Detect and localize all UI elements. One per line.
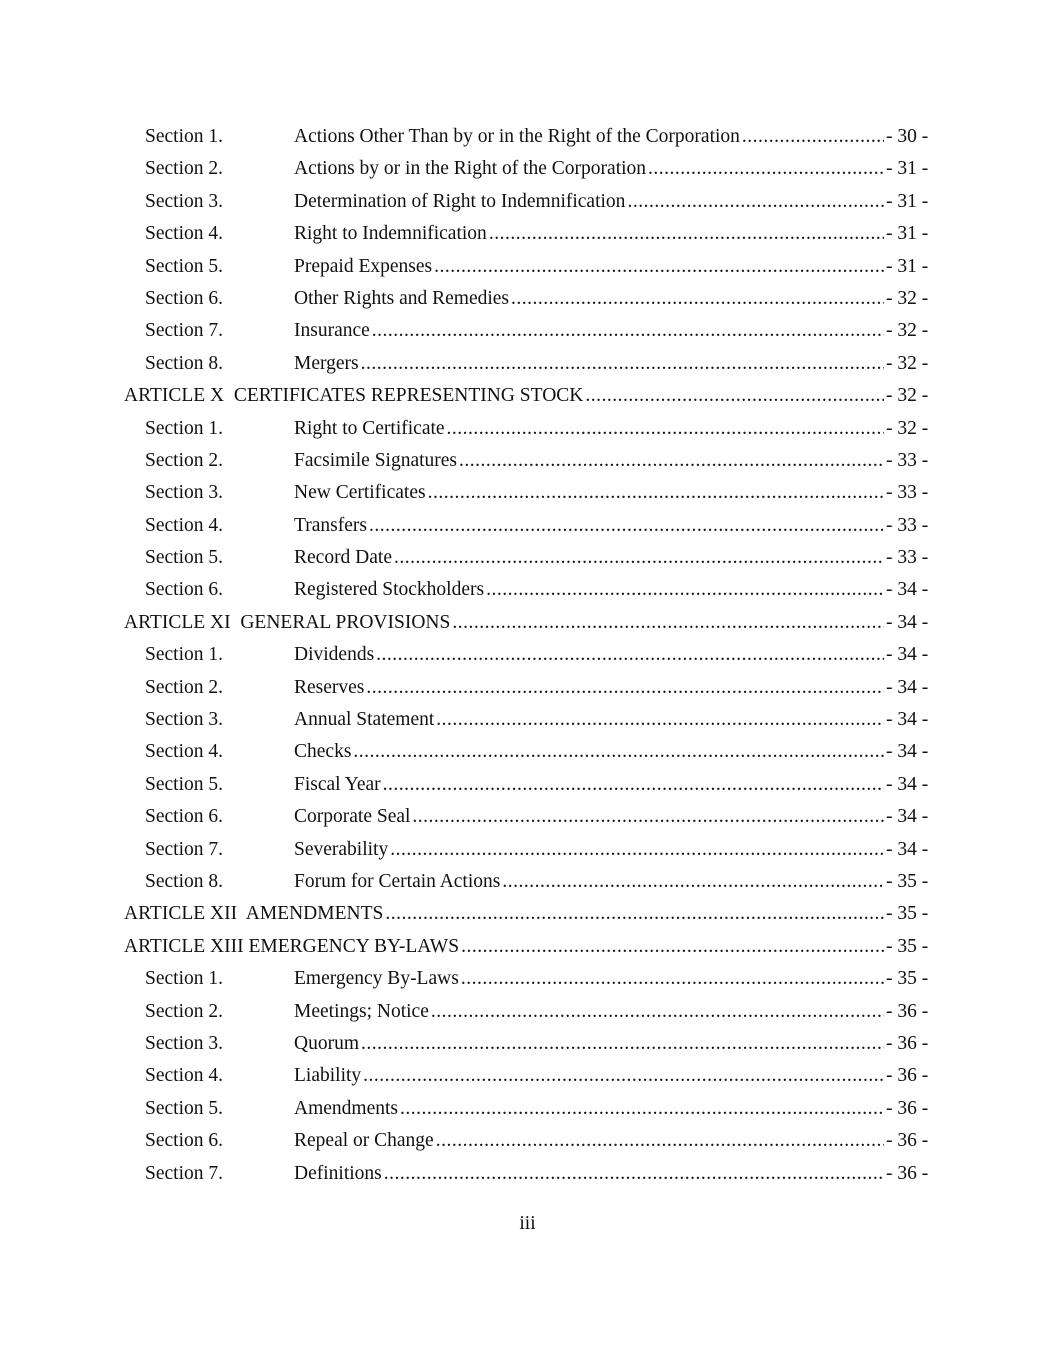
section-number: Section 6. — [145, 806, 223, 828]
toc-section-row — [0, 672, 1055, 704]
toc-entry — [294, 736, 884, 768]
page-reference: - 33 - — [886, 482, 929, 504]
toc-entry — [294, 283, 884, 315]
section-number: Section 8. — [145, 870, 223, 892]
toc-section-row — [0, 186, 1055, 218]
page-reference: - 35 - — [886, 903, 929, 925]
toc-article-row — [0, 380, 1055, 412]
dot-leader — [431, 996, 884, 1028]
dot-leader — [461, 931, 884, 963]
toc-entry — [294, 445, 884, 477]
page-reference: - 32 - — [886, 385, 929, 407]
section-number: Section 2. — [145, 449, 223, 471]
page-reference: - 34 - — [886, 773, 929, 795]
article-title: ARTICLE XIII EMERGENCY BY-LAWS — [124, 935, 460, 957]
section-title: Quorum — [294, 1032, 359, 1054]
section-title: Insurance — [294, 320, 370, 342]
section-number: Section 3. — [145, 1032, 223, 1054]
section-number: Section 3. — [145, 190, 223, 212]
dot-leader — [361, 348, 884, 380]
toc-entry — [294, 1060, 884, 1092]
page-reference: - 33 - — [886, 547, 929, 569]
section-title: Repeal or Change — [294, 1130, 434, 1152]
toc-section-row — [0, 574, 1055, 606]
toc-section-row — [0, 542, 1055, 574]
section-number: Section 1. — [145, 417, 223, 439]
section-number: Section 1. — [145, 126, 223, 147]
section-title: Record Date — [294, 547, 392, 569]
toc-entry — [294, 413, 884, 445]
toc-entry — [294, 315, 884, 347]
toc-section-row — [0, 736, 1055, 768]
toc-entry — [294, 1158, 884, 1190]
page-reference: - 36 - — [886, 1000, 929, 1022]
page-reference: - 33 - — [886, 514, 929, 536]
section-title: Mergers — [294, 352, 359, 374]
toc-entry — [294, 834, 884, 866]
article-title: ARTICLE X CERTIFICATES REPRESENTING STOCK — [124, 385, 584, 407]
dot-leader — [369, 510, 884, 542]
toc-section-row — [0, 283, 1055, 315]
page-reference: - 36 - — [886, 1065, 929, 1087]
table-of-contents — [0, 121, 1055, 1190]
section-number: Section 7. — [145, 838, 223, 860]
dot-leader — [627, 186, 884, 218]
section-number: Section 5. — [145, 255, 223, 277]
section-title: Actions by or in the Right of the Corporation — [294, 158, 647, 180]
section-title: Definitions — [294, 1162, 382, 1184]
section-title: Annual Statement — [294, 709, 435, 731]
toc-section-row — [0, 121, 1055, 153]
section-title: Facsimile Signatures — [294, 449, 458, 471]
section-title: Fiscal Year — [294, 773, 381, 795]
section-number: Section 4. — [145, 1065, 223, 1087]
toc-section-row — [0, 510, 1055, 542]
toc-entry — [294, 153, 884, 185]
section-number: Section 2. — [145, 676, 223, 698]
page-reference: - 36 - — [886, 1162, 929, 1184]
dot-leader — [436, 1125, 884, 1157]
toc-section-row — [0, 1060, 1055, 1092]
dot-leader — [383, 769, 884, 801]
section-title: Determination of Right to Indemnification — [294, 190, 626, 212]
toc-section-row — [0, 348, 1055, 380]
toc-section-row — [0, 251, 1055, 283]
dot-leader — [648, 153, 884, 185]
section-title: Prepaid Expenses — [294, 255, 433, 277]
section-title: Other Rights and Remedies — [294, 287, 510, 309]
section-title: New Certificates — [294, 482, 426, 504]
toc-section-row — [0, 218, 1055, 250]
page-reference: - 34 - — [886, 611, 929, 633]
toc-entry — [294, 542, 884, 574]
section-number: Section 6. — [145, 287, 223, 309]
article-title: ARTICLE XI GENERAL PROVISIONS — [124, 611, 451, 633]
toc-entry — [294, 348, 884, 380]
dot-leader — [459, 445, 884, 477]
section-number: Section 5. — [145, 547, 223, 569]
page-reference: - 35 - — [886, 968, 929, 990]
toc-entry — [294, 801, 884, 833]
toc-section-row — [0, 1093, 1055, 1125]
toc-section-row — [0, 639, 1055, 671]
toc-entry — [294, 672, 884, 704]
toc-entry — [294, 1125, 884, 1157]
page-reference: - 32 - — [886, 417, 929, 439]
toc-entry — [294, 769, 884, 801]
dot-leader — [372, 315, 884, 347]
page-reference: - 32 - — [886, 287, 929, 309]
section-number: Section 3. — [145, 482, 223, 504]
page-reference: - 35 - — [886, 935, 929, 957]
toc-entry — [124, 380, 884, 412]
dot-leader — [502, 866, 884, 898]
section-title: Registered Stockholders — [294, 579, 485, 601]
section-title: Dividends — [294, 644, 375, 666]
section-title: Corporate Seal — [294, 806, 411, 828]
section-number: Section 4. — [145, 223, 223, 245]
toc-section-row — [0, 834, 1055, 866]
section-number: Section 4. — [145, 514, 223, 536]
section-title: Forum for Certain Actions — [294, 870, 501, 892]
section-number: Section 7. — [145, 320, 223, 342]
toc-section-row — [0, 315, 1055, 347]
section-title: Meetings; Notice — [294, 1000, 429, 1022]
page-reference: - 31 - — [886, 223, 929, 245]
toc-entry — [294, 251, 884, 283]
dot-leader — [400, 1093, 884, 1125]
section-number: Section 4. — [145, 741, 223, 763]
toc-section-row — [0, 413, 1055, 445]
section-number: Section 1. — [145, 968, 223, 990]
dot-leader — [461, 963, 884, 995]
page-reference: - 34 - — [886, 676, 929, 698]
toc-article-row — [0, 607, 1055, 639]
dot-leader — [363, 1060, 884, 1092]
page-reference: - 34 - — [886, 709, 929, 731]
toc-section-row — [0, 801, 1055, 833]
dot-leader — [394, 542, 884, 574]
toc-entry — [294, 477, 884, 509]
dot-leader — [353, 736, 884, 768]
dot-leader — [489, 218, 884, 250]
section-number: Section 5. — [145, 773, 223, 795]
section-title: Severability — [294, 838, 389, 860]
toc-entry — [124, 931, 884, 963]
page-reference: - 34 - — [886, 579, 929, 601]
page-reference: - 36 - — [886, 1097, 929, 1119]
page-reference: - 32 - — [886, 352, 929, 374]
toc-section-row — [0, 866, 1055, 898]
dot-leader — [376, 639, 884, 671]
page-reference: - 35 - — [886, 870, 929, 892]
page-reference: - 31 - — [886, 255, 929, 277]
dot-leader — [447, 413, 884, 445]
page-reference: - 30 - — [886, 126, 929, 147]
section-title: Transfers — [294, 514, 367, 536]
toc-entry — [294, 963, 884, 995]
toc-section-row — [0, 1028, 1055, 1060]
section-number: Section 2. — [145, 158, 223, 180]
toc-entry — [294, 121, 884, 153]
dot-leader — [428, 477, 884, 509]
toc-entry — [294, 186, 884, 218]
page-reference: - 31 - — [886, 190, 929, 212]
toc-entry — [294, 510, 884, 542]
dot-leader — [585, 380, 884, 412]
toc-entry — [294, 704, 884, 736]
section-number: Section 6. — [145, 579, 223, 601]
toc-section-row — [0, 963, 1055, 995]
section-title: Actions Other Than by or in the Right of the Corporation — [294, 126, 740, 147]
section-number: Section 1. — [145, 644, 223, 666]
page-reference: - 31 - — [886, 158, 929, 180]
dot-leader — [452, 607, 884, 639]
dot-leader — [511, 283, 884, 315]
section-title: Emergency By-Laws — [294, 968, 459, 990]
section-number: Section 7. — [145, 1162, 223, 1184]
toc-entry — [124, 898, 884, 930]
toc-section-row — [0, 704, 1055, 736]
dot-leader — [434, 251, 884, 283]
dot-leader — [384, 1158, 884, 1190]
dot-leader — [436, 704, 884, 736]
section-title: Liability — [294, 1065, 362, 1087]
toc-entry — [294, 996, 884, 1028]
toc-section-row — [0, 1125, 1055, 1157]
section-number: Section 6. — [145, 1130, 223, 1152]
section-title: Reserves — [294, 676, 365, 698]
page-reference: - 34 - — [886, 806, 929, 828]
toc-section-row — [0, 445, 1055, 477]
toc-section-row — [0, 996, 1055, 1028]
section-number: Section 3. — [145, 709, 223, 731]
dot-leader — [366, 672, 884, 704]
dot-leader — [390, 834, 884, 866]
toc-section-row — [0, 477, 1055, 509]
section-number: Section 8. — [145, 352, 223, 374]
dot-leader — [412, 801, 884, 833]
page-reference: - 36 - — [886, 1032, 929, 1054]
section-number: Section 2. — [145, 1000, 223, 1022]
dot-leader — [361, 1028, 884, 1060]
toc-entry — [294, 1028, 884, 1060]
page-number: iii — [519, 1213, 536, 1234]
dot-leader — [385, 898, 884, 930]
toc-entry — [294, 574, 884, 606]
section-title: Amendments — [294, 1097, 398, 1119]
page-reference: - 34 - — [886, 644, 929, 666]
section-title: Checks — [294, 741, 352, 763]
section-title: Right to Indemnification — [294, 223, 487, 245]
page-reference: - 34 - — [886, 741, 929, 763]
toc-entry — [294, 639, 884, 671]
toc-article-row — [0, 931, 1055, 963]
page-reference: - 34 - — [886, 838, 929, 860]
toc-article-row — [0, 898, 1055, 930]
dot-leader — [486, 574, 884, 606]
toc-entry — [294, 218, 884, 250]
toc-entry — [294, 866, 884, 898]
dot-leader — [742, 121, 884, 153]
toc-entry — [124, 607, 884, 639]
page-reference: - 36 - — [886, 1130, 929, 1152]
article-title: ARTICLE XII AMENDMENTS — [124, 903, 384, 925]
section-number: Section 5. — [145, 1097, 223, 1119]
page-reference: - 33 - — [886, 449, 929, 471]
toc-entry — [294, 1093, 884, 1125]
toc-section-row — [0, 1158, 1055, 1190]
page-reference: - 32 - — [886, 320, 929, 342]
toc-section-row — [0, 769, 1055, 801]
section-title: Right to Certificate — [294, 417, 445, 439]
toc-section-row — [0, 153, 1055, 185]
